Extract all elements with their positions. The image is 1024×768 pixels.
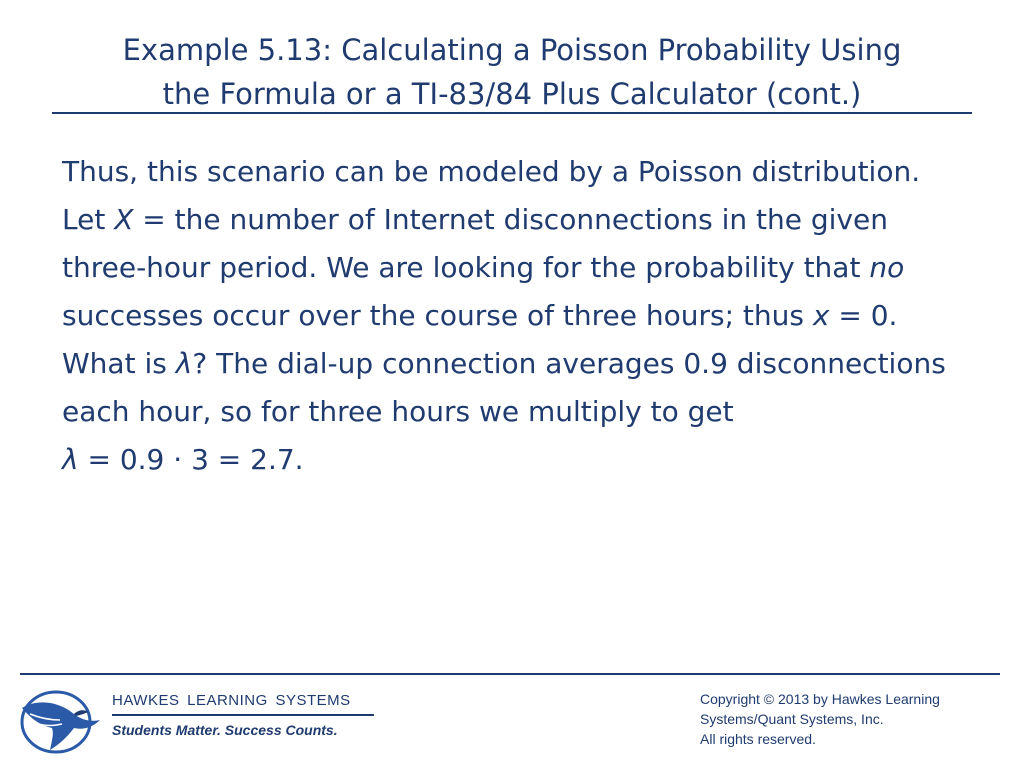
footer-divider [20, 673, 1000, 675]
body-text-part: = the number of Internet disconnections in the given three-hour period. We are looking for the probability that [62, 203, 888, 284]
brand-underline [112, 714, 374, 716]
body-text-part: ? The dial-up connection averages 0.9 disconnections each hour, so for three hours we multiply to get [62, 347, 946, 428]
body-text-part: Thus, this scenario can be modeled by a Poisson distribution. Let [62, 155, 921, 236]
brand-tagline: Students Matter. Success Counts. [112, 722, 338, 738]
title-divider [52, 112, 972, 114]
variable-x: x [812, 299, 830, 332]
copyright-line: Copyright © 2013 by Hawkes Learning [700, 691, 940, 707]
slide-title-line-2: the Formula or a TI-83/84 Plus Calculator (cont.) [162, 77, 862, 111]
body-text-part: = 0.9 · 3 = 2.7. [78, 443, 304, 476]
slide-title [40, 28, 984, 116]
body-text-part: successes occur over the course of three hours; thus [62, 299, 813, 332]
body-paragraph [62, 148, 962, 484]
slide-title-line-1: Example 5.13: Calculating a Poisson Probability Using [122, 33, 902, 67]
body-text-part: = 0. What is [62, 299, 898, 380]
emphasis-no: no [869, 251, 905, 284]
lambda-symbol: λ [175, 347, 193, 380]
variable-X: X [114, 203, 134, 236]
copyright-notice [700, 689, 940, 749]
lambda-symbol: λ [62, 443, 79, 476]
hawk-logo-icon [16, 684, 102, 756]
brand-name: HAWKES LEARNING SYSTEMS [112, 692, 351, 709]
copyright-line: All rights reserved. [700, 731, 816, 747]
copyright-line: Systems/Quant Systems, Inc. [700, 711, 884, 727]
